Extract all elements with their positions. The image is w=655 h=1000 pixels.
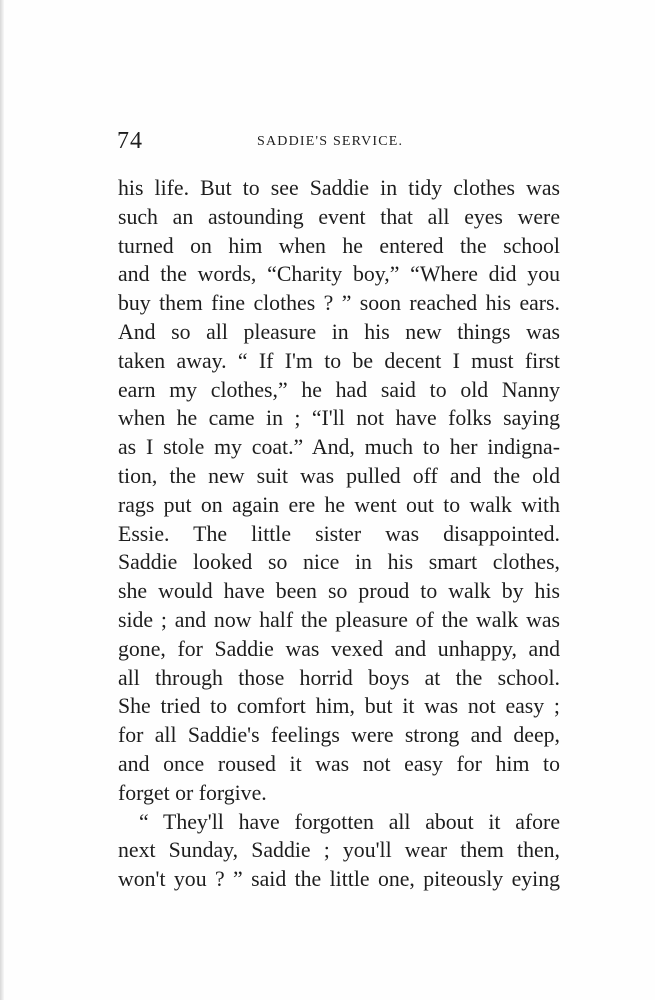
text-line: when he came in ; “I'll not have folks saying xyxy=(118,406,560,431)
running-head xyxy=(117,128,542,158)
text-line: for all Saddie's feelings were strong and deep, xyxy=(118,723,560,748)
text-line: Essie. The little sister was disappointed. xyxy=(118,521,560,546)
text-line: as I stole my coat.” And, much to her indigna- xyxy=(118,435,560,460)
text-line: And so all pleasure in his new things was xyxy=(118,319,560,344)
text-line: forget or forgive. xyxy=(118,780,267,805)
text-line: buy them fine clothes ? ” soon reached his ears. xyxy=(118,291,560,316)
text-line: she would have been so proud to walk by his xyxy=(118,579,560,604)
text-line: taken away. “ If I'm to be decent I must first xyxy=(118,348,560,373)
page-number: 74 xyxy=(117,128,143,154)
page-edge xyxy=(0,0,4,1000)
text-line: She tried to comfort him, but it was not easy ; xyxy=(118,694,560,719)
body-text xyxy=(118,174,560,894)
text-line: such an astounding event that all eyes were xyxy=(118,204,560,229)
text-line: tion, the new suit was pulled off and the old xyxy=(118,463,560,488)
text-line: earn my clothes,” he had said to old Nanny xyxy=(118,377,560,402)
text-line: and the words, “Charity boy,” “Where did you xyxy=(118,262,560,287)
text-line: won't you ? ” said the little one, piteously eying xyxy=(118,867,560,892)
text-line: side ; and now half the pleasure of the walk was xyxy=(118,607,560,632)
text-line: and once roused it was not easy for him to xyxy=(118,751,560,776)
text-line: “ They'll have forgotten all about it afore xyxy=(139,809,560,834)
running-title: SADDIE'S SERVICE. xyxy=(257,134,404,149)
text-line: turned on him when he entered the school xyxy=(118,233,560,258)
text-line: gone, for Saddie was vexed and unhappy, and xyxy=(118,636,560,661)
text-line: his life. But to see Saddie in tidy clothes was xyxy=(118,176,560,200)
text-line: next Sunday, Saddie ; you'll wear them then, xyxy=(118,838,560,863)
text-line: rags put on again ere he went out to walk with xyxy=(118,492,560,517)
text-line: all through those horrid boys at the school. xyxy=(118,665,560,690)
text-line: Saddie looked so nice in his smart clothes, xyxy=(118,550,560,575)
